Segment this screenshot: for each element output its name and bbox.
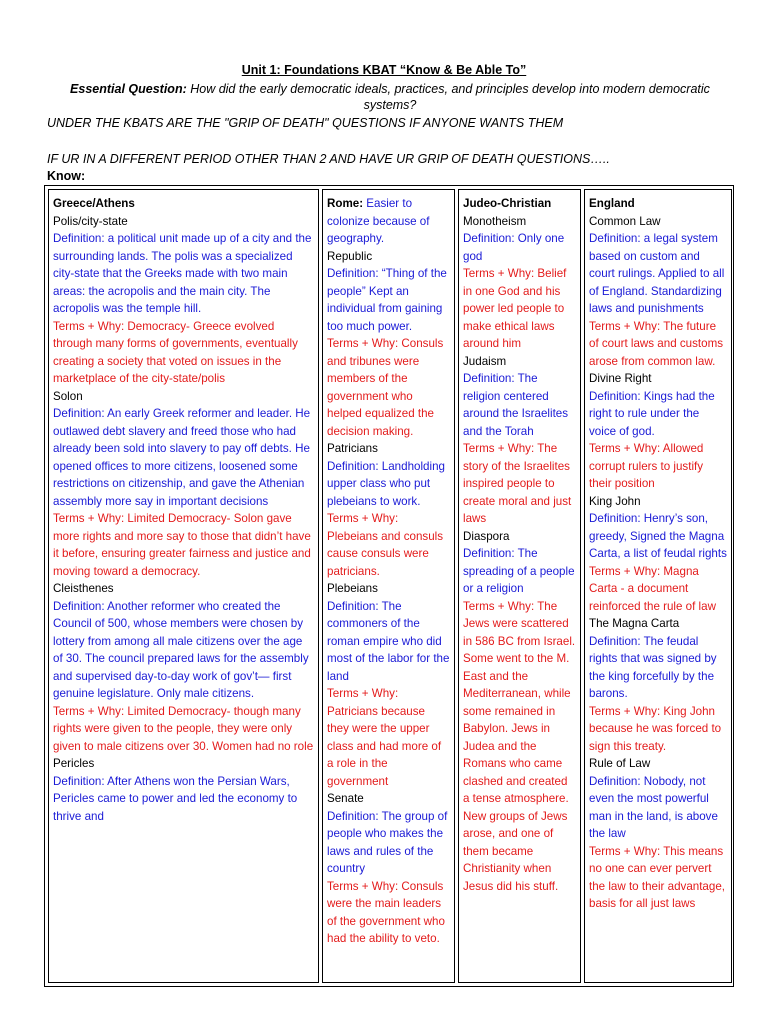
column-judeo-christian — [458, 189, 581, 983]
terms-why-entry: Terms + Why: Allowed corrupt rulers to justify their position — [589, 442, 704, 490]
heading-text: Judeo-Christian — [463, 197, 552, 210]
terms-why-entry: Terms + Why: Plebeians and consuls cause consuls were patricians. — [327, 512, 444, 578]
term-entry: Judaism — [463, 354, 507, 368]
term-entry: Plebeians — [327, 582, 378, 595]
heading-text: Greece/Athens — [53, 197, 135, 210]
terms-why-entry: Terms + Why: The future of court laws and customs arose from common law. — [589, 319, 724, 368]
kbat-table — [44, 185, 734, 987]
definition-entry: Definition: Henry’s son, greedy, Signed the Magna Carta, a list of feudal rights — [589, 512, 727, 560]
terms-why-entry: Terms + Why: Consuls and tribunes were members of the government who helped equalized the decision making. — [327, 337, 444, 438]
heading-note: Easier to colonize because of geography. — [327, 197, 430, 245]
definition-entry: Definition: An early Greek reformer and leader. He outlawed debt slavery and freed those who had already been sold into slavery to pay off debts. He opened offices to more citizens, loosened some restrictions on citizenship, and gave the Athenian assembly more say in important decisions — [53, 407, 311, 508]
definition-entry: Definition: After Athens won the Persian Wars, Pericles came to power and led the economy to thrive and — [53, 774, 298, 823]
term-entry: Republic — [327, 249, 373, 263]
definition-entry: Definition: Another reformer who created the Council of 500, whose members were chosen by lottery from among all male citizens over the age of 30. The council prepared laws for the assembly and supervised day-to-day work of gov’t— first genuine legislature. Only male citizens. — [53, 599, 309, 700]
essential-question — [55, 81, 725, 113]
term-entry: Senate — [327, 792, 364, 805]
heading-text: Rome: — [327, 197, 364, 210]
term-entry: Common Law — [589, 214, 661, 228]
entry-list — [463, 213, 576, 896]
column-greece-athens — [48, 189, 319, 983]
definition-entry: Definition: a legal system based on custom and court rulings. Applied to all of England. Standardizing laws and punishments — [589, 232, 725, 315]
terms-why-entry: Terms + Why: Patricians because they were the upper class and had more of a role in the government — [327, 687, 442, 788]
grip-of-death-note: UNDER THE KBATS ARE THE "GRIP OF DEATH" QUESTIONS IF ANYONE WANTS THEM — [47, 116, 564, 130]
definition-entry: Definition: a political unit made up of a city and the surrounding lands. The polis was a specialized city-state that the Greeks made with two main areas: the acropolis and the main city. The acropolis was the temple hill. — [53, 232, 312, 315]
definition-entry: Definition: Only one god — [463, 232, 565, 263]
definition-entry: Definition: Nobody, not even the most powerful man in the land, is above the law — [589, 774, 718, 840]
column-heading — [463, 195, 576, 213]
terms-why-entry: Terms + Why: Limited Democracy- though many rights were given to the people, they were only given to male citizens over 30. Women had no role — [53, 704, 314, 753]
term-entry: Polis/city-state — [53, 214, 128, 228]
definition-entry: Definition: The spreading of a people or a religion — [463, 547, 575, 595]
terms-why-entry: Terms + Why: Belief in one God and his power led people to make ethical laws around him — [463, 267, 567, 350]
term-entry: The Magna Carta — [589, 617, 680, 630]
term-entry: Cleisthenes — [53, 582, 114, 595]
term-entry: Divine Right — [589, 372, 652, 385]
definition-entry: Definition: “Thing of the people” Kept an individual from gaining too much power. — [327, 267, 447, 333]
term-entry: Patricians — [327, 442, 378, 455]
terms-why-entry: Terms + Why: The story of the Israelites inspired people to create moral and just laws — [463, 442, 572, 525]
terms-why-entry: Terms + Why: The Jews were scattered in 586 BC from Israel. Some went to the M. East and the Mediterranean, while some remained in Babylon. Jews in Judea and the Romans who came clashed and created a tense atmosphere. New groups of Jews arose, and one of them became Christianity when Jesus did his stuff. — [463, 599, 576, 893]
period-note: IF UR IN A DIFFERENT PERIOD OTHER THAN 2 AND HAVE UR GRIP OF DEATH QUESTIONS….. — [47, 152, 610, 166]
entry-list — [327, 248, 450, 948]
term-entry: Diaspora — [463, 529, 510, 543]
term-entry: Pericles — [53, 757, 95, 770]
column-england — [584, 189, 732, 983]
entry-list — [589, 213, 727, 913]
term-entry: Rule of Law — [589, 757, 651, 770]
definition-entry: Definition: The group of people who makes the laws and rules of the country — [327, 809, 448, 875]
terms-why-entry: Terms + Why: Limited Democracy- Solon gave more rights and more say to those that didn’t have it before, ensuring greater fairness and justice and moving toward a democracy. — [53, 512, 311, 578]
document-title: Unit 1: Foundations KBAT “Know & Be Able To” — [241, 63, 527, 77]
terms-why-entry: Terms + Why: King John because he was forced to sign this treaty. — [589, 704, 722, 753]
know-label: Know: — [47, 169, 86, 183]
terms-why-entry: Terms + Why: Magna Carta - a document reinforced the rule of law — [589, 564, 716, 613]
column-heading — [327, 195, 450, 248]
entry-list — [53, 213, 314, 826]
term-entry: Solon — [53, 389, 83, 403]
column-rome — [322, 189, 455, 983]
essential-question-label: Essential Question: — [70, 82, 187, 96]
definition-entry: Definition: Kings had the right to rule under the voice of god. — [589, 389, 715, 438]
definition-entry: Definition: Landholding upper class who put plebeians to work. — [327, 459, 445, 508]
definition-entry: Definition: The commoners of the roman empire who did most of the labor for the land — [327, 599, 450, 683]
term-entry: King John — [589, 494, 641, 508]
essential-question-text: How did the early democratic ideals, practices, and principles develop into modern democratic systems? — [186, 82, 710, 112]
terms-why-entry: Terms + Why: Consuls were the main leaders of the government who had the ability to veto. — [327, 879, 445, 945]
column-heading — [589, 195, 727, 213]
column-heading — [53, 195, 314, 213]
terms-why-entry: Terms + Why: This means no one can ever pervert the law to their advantage, basis for all just laws — [589, 844, 725, 910]
definition-entry: Definition: The feudal rights that was signed by the king forcefully by the barons. — [589, 634, 717, 700]
terms-why-entry: Terms + Why: Democracy- Greece evolved through many forms of governments, eventually creating a society that voted on issues in the marketplace of the city-state/polis — [53, 319, 298, 385]
heading-text: England — [589, 197, 635, 210]
definition-entry: Definition: The religion centered around the Israelites and the Torah — [463, 372, 569, 438]
term-entry: Monotheism — [463, 214, 527, 228]
